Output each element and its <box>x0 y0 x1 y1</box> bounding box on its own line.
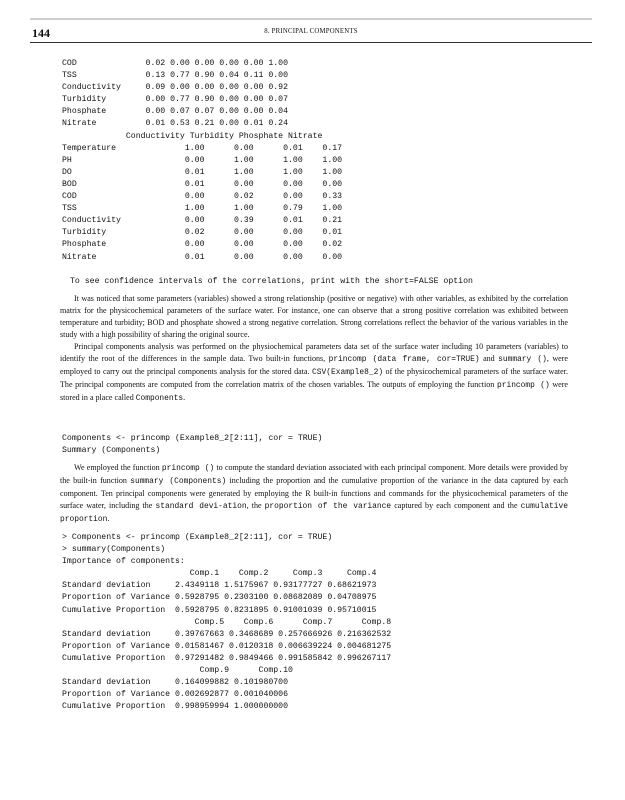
table-row: Proportion of Variance 0.5928795 0.2303100 0.08682089 0.04708975 <box>62 593 377 603</box>
body-text-2 <box>60 462 568 526</box>
table-row: Temperature 1.00 0.00 0.01 0.17 <box>62 143 343 153</box>
table-row: Nitrate 0.01 0.00 0.00 0.00 <box>62 252 343 262</box>
table-row: Phosphate 0.00 0.00 0.00 0.02 <box>62 240 343 250</box>
code-line: COD 0.02 0.00 0.00 0.00 0.00 1.00 <box>62 59 289 68</box>
table-row: Turbidity 0.02 0.00 0.00 0.01 <box>62 228 343 238</box>
r-output-block <box>62 532 391 713</box>
table-row: PH 0.00 1.00 1.00 1.00 <box>62 155 343 165</box>
code-line: > summary(Components) <box>62 545 166 555</box>
table-row: Standard deviation 2.4349118 1.5175967 0.93177727 0.68621973 <box>62 581 377 591</box>
paragraph-correlation: It was noticed that some parameters (variables) showed a strong relationship (positive or negative) with other variables, as exhibited by the correlation matrix for the physicochemical parameters of the surface water. For instance, one can observe that a strong positive correlation was exhibited between temperature and turbidity; BOD and phosphate showed a strong negative correlation. Strong correlations reflect the behavior of the various variables in the study with a high possibility of sharing the original source. <box>60 294 568 340</box>
table-row: BOD 0.01 0.00 0.00 0.00 <box>62 179 343 189</box>
table-row: Cumulative Proportion 0.5928795 0.8231895 0.91001039 0.95710015 <box>62 605 377 615</box>
table-row: DO 0.01 1.00 1.00 1.00 <box>62 167 343 177</box>
header-rule <box>30 42 592 43</box>
correlation-block-top <box>62 58 342 264</box>
table-row: Proportion of Variance 0.002692877 0.001040006 <box>62 690 289 700</box>
running-header <box>30 18 592 44</box>
table-row: Standard deviation 0.39767663 0.3468689 0.257666926 0.216362532 <box>62 629 392 639</box>
code-line: TSS 0.13 0.77 0.90 0.04 0.11 0.00 <box>62 71 289 81</box>
body-text-1 <box>60 293 568 405</box>
paragraph-summary: We employed the function princomp () to compute the standard deviation associated with each principal component. More details were provided by the built-in function summary (Components) including the proportion and the cumulative proportion of the variance in the data captured by each component. Ten principal components were generated by employing the R built-in functions and commands for the physicochemical parameters of the surface water, including the standard devi-ation, the proportion of the variance captured by each component and the cumulative proportion. <box>60 463 569 525</box>
paragraph-pca: Principal components analysis was performed on the physiochemical parameters data set of the surface water including 10 parameters (variables) to identify the root of the differences in the sample data. Two built-in functions, princomp (data frame, cor=TRUE) and summary (), were employed to carry out the principal components analysis for the stored data. CSV(Example8_2) of the physicochemical parameters of the surface water. The principal components are computed from the correlation matrix of the chosen variables. The outputs of employing the function princomp () were stored in a place called Components. <box>60 342 569 404</box>
table-row: Standard deviation 0.164099882 0.101980700 <box>62 678 289 688</box>
code-line: Summary (Components) <box>62 446 161 456</box>
code-line: Turbidity 0.00 0.77 0.90 0.00 0.00 0.07 <box>62 95 289 105</box>
table-row: Cumulative Proportion 0.998959994 1.000000000 <box>62 702 289 712</box>
code-line: Components <- princomp (Example8_2[2:11], cor = TRUE) <box>62 434 323 443</box>
code-line: > Components <- princomp (Example8_2[2:11], cor = TRUE) <box>62 533 333 542</box>
code-line: Importance of components: <box>62 557 185 567</box>
table-row: TSS 1.00 1.00 0.79 1.00 <box>62 204 343 214</box>
table-header: Conductivity Turbidity Phosphate Nitrate <box>62 131 323 141</box>
code-line: Phosphate 0.00 0.07 0.07 0.00 0.00 0.04 <box>62 107 289 117</box>
header-band <box>30 18 592 20</box>
code-block-princomp <box>62 433 322 457</box>
page-number: 144 <box>32 26 50 40</box>
table-header: Comp.1 Comp.2 Comp.3 Comp.4 <box>62 569 377 579</box>
table-row: COD 0.00 0.02 0.00 0.33 <box>62 192 343 202</box>
table-header: Comp.5 Comp.6 Comp.7 Comp.8 <box>62 617 392 627</box>
table-row: Proportion of Variance 0.01581467 0.0120318 0.006639224 0.004681275 <box>62 641 392 651</box>
chapter-title: 8. PRINCIPAL COMPONENTS <box>264 28 358 35</box>
code-line: Conductivity 0.09 0.00 0.00 0.00 0.00 0.92 <box>62 83 289 93</box>
table-header: Comp.9 Comp.10 <box>62 666 293 676</box>
code-line: Nitrate 0.01 0.53 0.21 0.00 0.01 0.24 <box>62 119 289 129</box>
table-row: Conductivity 0.00 0.39 0.01 0.21 <box>62 216 343 226</box>
ci-note: To see confidence intervals of the correlations, print with the short=FALSE option <box>70 277 473 286</box>
table-row: Cumulative Proportion 0.97291482 0.9849466 0.991585842 0.996267117 <box>62 653 392 663</box>
